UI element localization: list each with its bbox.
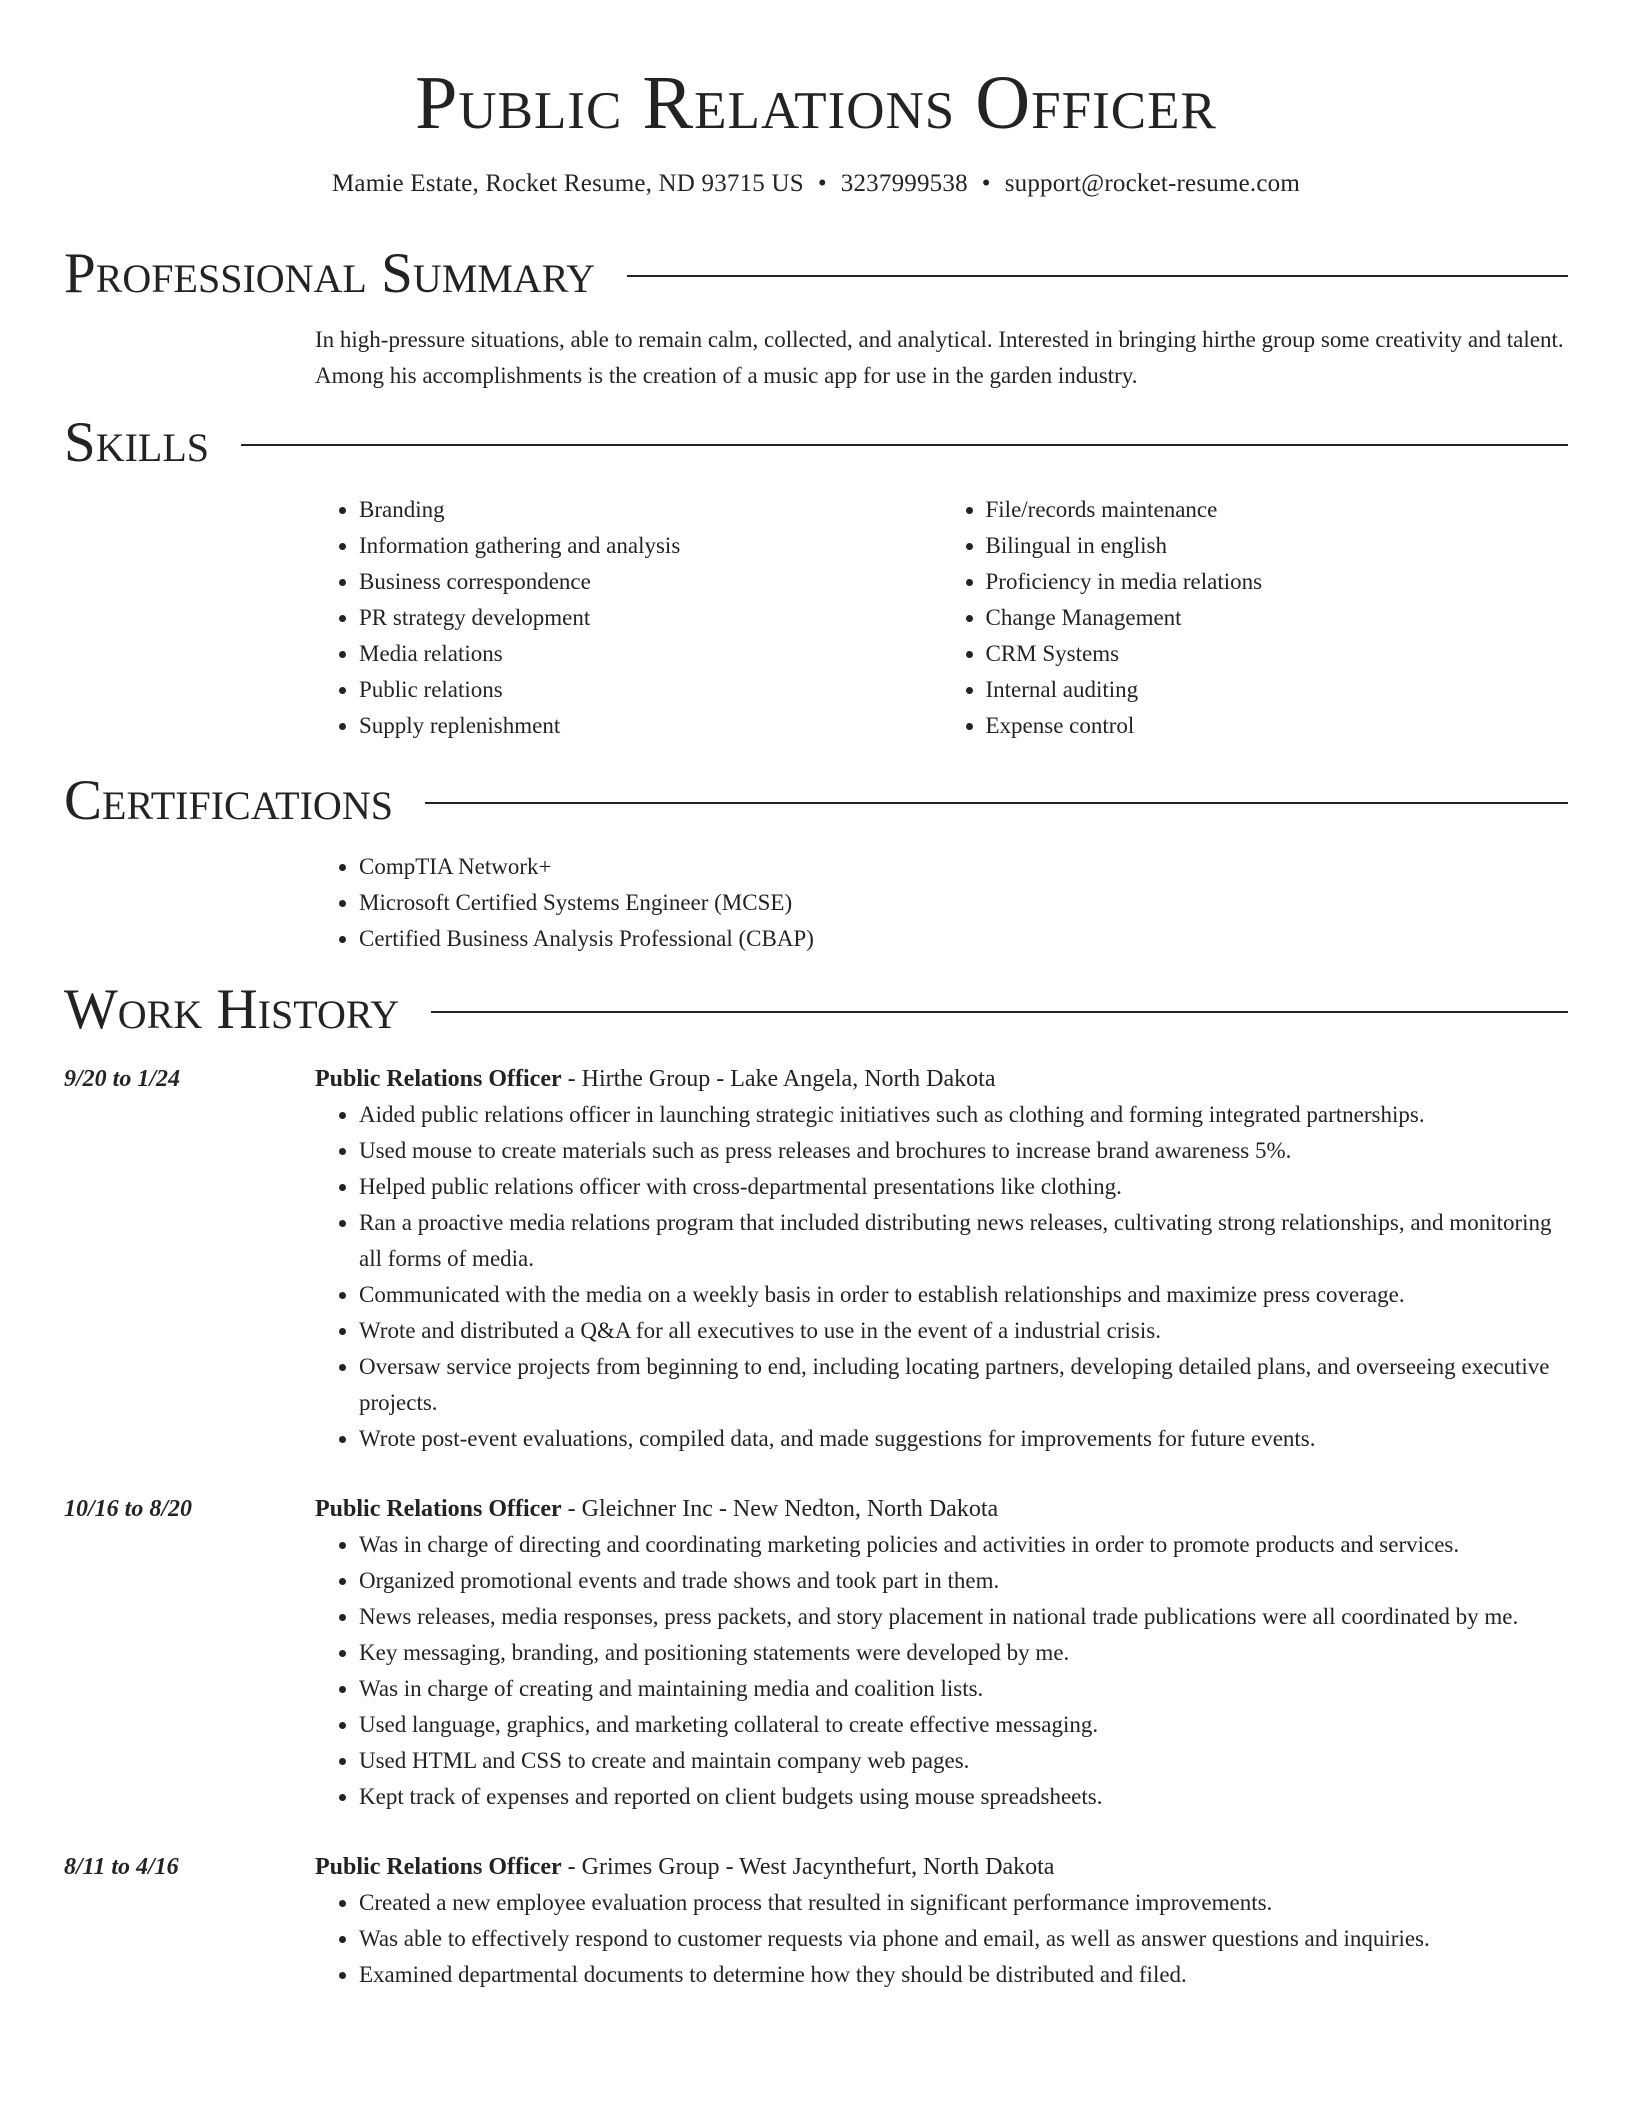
- work-section-header: [64, 975, 1568, 1045]
- skill-item: • Bilingual in english: [986, 528, 1569, 564]
- job-details: - Hirthe Group - Lake Angela, North Dakota: [561, 1066, 996, 1092]
- skill-item: • Public relations: [359, 672, 942, 708]
- section-divider: [431, 1011, 1568, 1013]
- job-bullet: • Created a new employee evaluation process that resulted in significant performance improvements.: [359, 1885, 1568, 1921]
- job-bullet: • Wrote post-event evaluations, compiled data, and made suggestions for improvements for future events.: [359, 1421, 1568, 1457]
- job-bullet: • Kept track of expenses and reported on client budgets using mouse spreadsheets.: [359, 1779, 1568, 1815]
- job-bullet: • Communicated with the media on a weekly basis in order to establish relationships and maximize press coverage.: [359, 1277, 1568, 1313]
- certification-item: • Microsoft Certified Systems Engineer (MCSE): [359, 885, 1568, 921]
- job-details: - Gleichner Inc - New Nedton, North Dakota: [561, 1496, 999, 1522]
- skills-section-header: [64, 408, 1568, 478]
- job-role: Public Relations Officer: [315, 1066, 562, 1092]
- contact-address: Mamie Estate, Rocket Resume, ND 93715 US: [331, 170, 804, 197]
- job-body: [315, 1061, 1568, 1457]
- job-bullet: • Wrote and distributed a Q&A for all executives to use in the event of a industrial crisis.: [359, 1313, 1568, 1349]
- job-dates: 9/20 to 1/24: [64, 1066, 181, 1092]
- section-divider: [627, 275, 1568, 277]
- job-bullet: • Examined departmental documents to determine how they should be distributed and filed.: [359, 1957, 1568, 1993]
- certifications-bullets: [315, 849, 1568, 957]
- contact-separator: •: [981, 170, 991, 197]
- certifications-section-header: [64, 766, 1568, 836]
- job-body: [315, 1849, 1568, 1993]
- skills-list: [315, 492, 1568, 744]
- job-entry: [64, 1491, 1568, 1815]
- job-bullet: • Oversaw service projects from beginning to end, including locating partners, developing detailed plans, and overseeing executive projects.: [359, 1349, 1568, 1421]
- job-bullet: • Used HTML and CSS to create and maintain company web pages.: [359, 1743, 1568, 1779]
- skill-item: • Expense control: [986, 708, 1569, 744]
- job-bullet: • Was able to effectively respond to customer requests via phone and email, as well as answer questions and inquiries.: [359, 1921, 1568, 1957]
- job-entry: [64, 1849, 1568, 1993]
- job-bullet: • Helped public relations officer with cross-departmental presentations like clothing.: [359, 1169, 1568, 1205]
- skills-column-left: [315, 492, 942, 744]
- skills-column-right: [942, 492, 1569, 744]
- job-bullet: • News releases, media responses, press packets, and story placement in national trade publications were all coordinated by me.: [359, 1599, 1568, 1635]
- job-dates: 10/16 to 8/20: [64, 1496, 193, 1522]
- skill-item: • Information gathering and analysis: [359, 528, 942, 564]
- job-details: - Grimes Group - West Jacynthefurt, North Dakota: [561, 1854, 1055, 1880]
- skill-item: • Change Management: [986, 600, 1569, 636]
- job-body: [315, 1491, 1568, 1815]
- contact-line: [64, 166, 1568, 202]
- job-entry: [64, 1061, 1568, 1457]
- section-divider: [425, 802, 1568, 804]
- job-bullets: [315, 1527, 1568, 1815]
- job-title-line: [315, 1849, 1568, 1885]
- section-divider: [241, 444, 1568, 446]
- skills-section-title: Skills: [64, 411, 210, 474]
- job-bullet: • Was in charge of directing and coordinating marketing policies and activities in order to promote products and services.: [359, 1527, 1568, 1563]
- certifications-section-title: Certifications: [64, 769, 393, 832]
- summary-section-title: Professional Summary: [64, 242, 596, 305]
- contact-phone: 3237999538: [840, 170, 968, 197]
- skill-item: • PR strategy development: [359, 600, 942, 636]
- summary-text: In high-pressure situations, able to remain calm, collected, and analytical. Interested in bringing hirthe group some creativity and talent. Among his accomplishments is the creation of a music app for use in the garden industry.: [315, 327, 1564, 388]
- resume-page: [64, 0, 1568, 1993]
- resume-name: Public Relations Officer: [415, 61, 1217, 145]
- job-bullet: • Was in charge of creating and maintaining media and coalition lists.: [359, 1671, 1568, 1707]
- skill-item: • Proficiency in media relations: [986, 564, 1569, 600]
- skill-item: • Internal auditing: [986, 672, 1569, 708]
- skill-item: • File/records maintenance: [986, 492, 1569, 528]
- job-title-line: [315, 1061, 1568, 1097]
- job-bullets: [315, 1885, 1568, 1993]
- job-role: Public Relations Officer: [315, 1496, 562, 1522]
- skill-item: • CRM Systems: [986, 636, 1569, 672]
- job-bullet: • Aided public relations officer in launching strategic initiatives such as clothing and forming integrated partnerships.: [359, 1097, 1568, 1133]
- summary-section-body: [315, 322, 1568, 394]
- summary-section-header: [64, 239, 1568, 309]
- certifications-list: [315, 849, 1568, 957]
- contact-email: support@rocket-resume.com: [1004, 170, 1301, 197]
- work-section-title: Work History: [64, 978, 400, 1041]
- job-bullet: • Ran a proactive media relations program that included distributing news releases, cultivating strong relationships, and monitoring all forms of media.: [359, 1205, 1568, 1277]
- skill-item: • Supply replenishment: [359, 708, 942, 744]
- job-bullets: [315, 1097, 1568, 1457]
- job-bullet: • Organized promotional events and trade shows and took part in them.: [359, 1563, 1568, 1599]
- contact-separator: •: [817, 170, 827, 197]
- job-bullet: • Used language, graphics, and marketing collateral to create effective messaging.: [359, 1707, 1568, 1743]
- certification-item: • CompTIA Network+: [359, 849, 1568, 885]
- skill-item: • Media relations: [359, 636, 942, 672]
- skill-item: • Business correspondence: [359, 564, 942, 600]
- job-role: Public Relations Officer: [315, 1854, 562, 1880]
- job-bullet: • Key messaging, branding, and positioning statements were developed by me.: [359, 1635, 1568, 1671]
- skill-item: • Branding: [359, 492, 942, 528]
- certification-item: • Certified Business Analysis Professional (CBAP): [359, 921, 1568, 957]
- job-dates: 8/11 to 4/16: [64, 1854, 179, 1880]
- job-title-line: [315, 1491, 1568, 1527]
- job-bullet: • Used mouse to create materials such as press releases and brochures to increase brand awareness 5%.: [359, 1133, 1568, 1169]
